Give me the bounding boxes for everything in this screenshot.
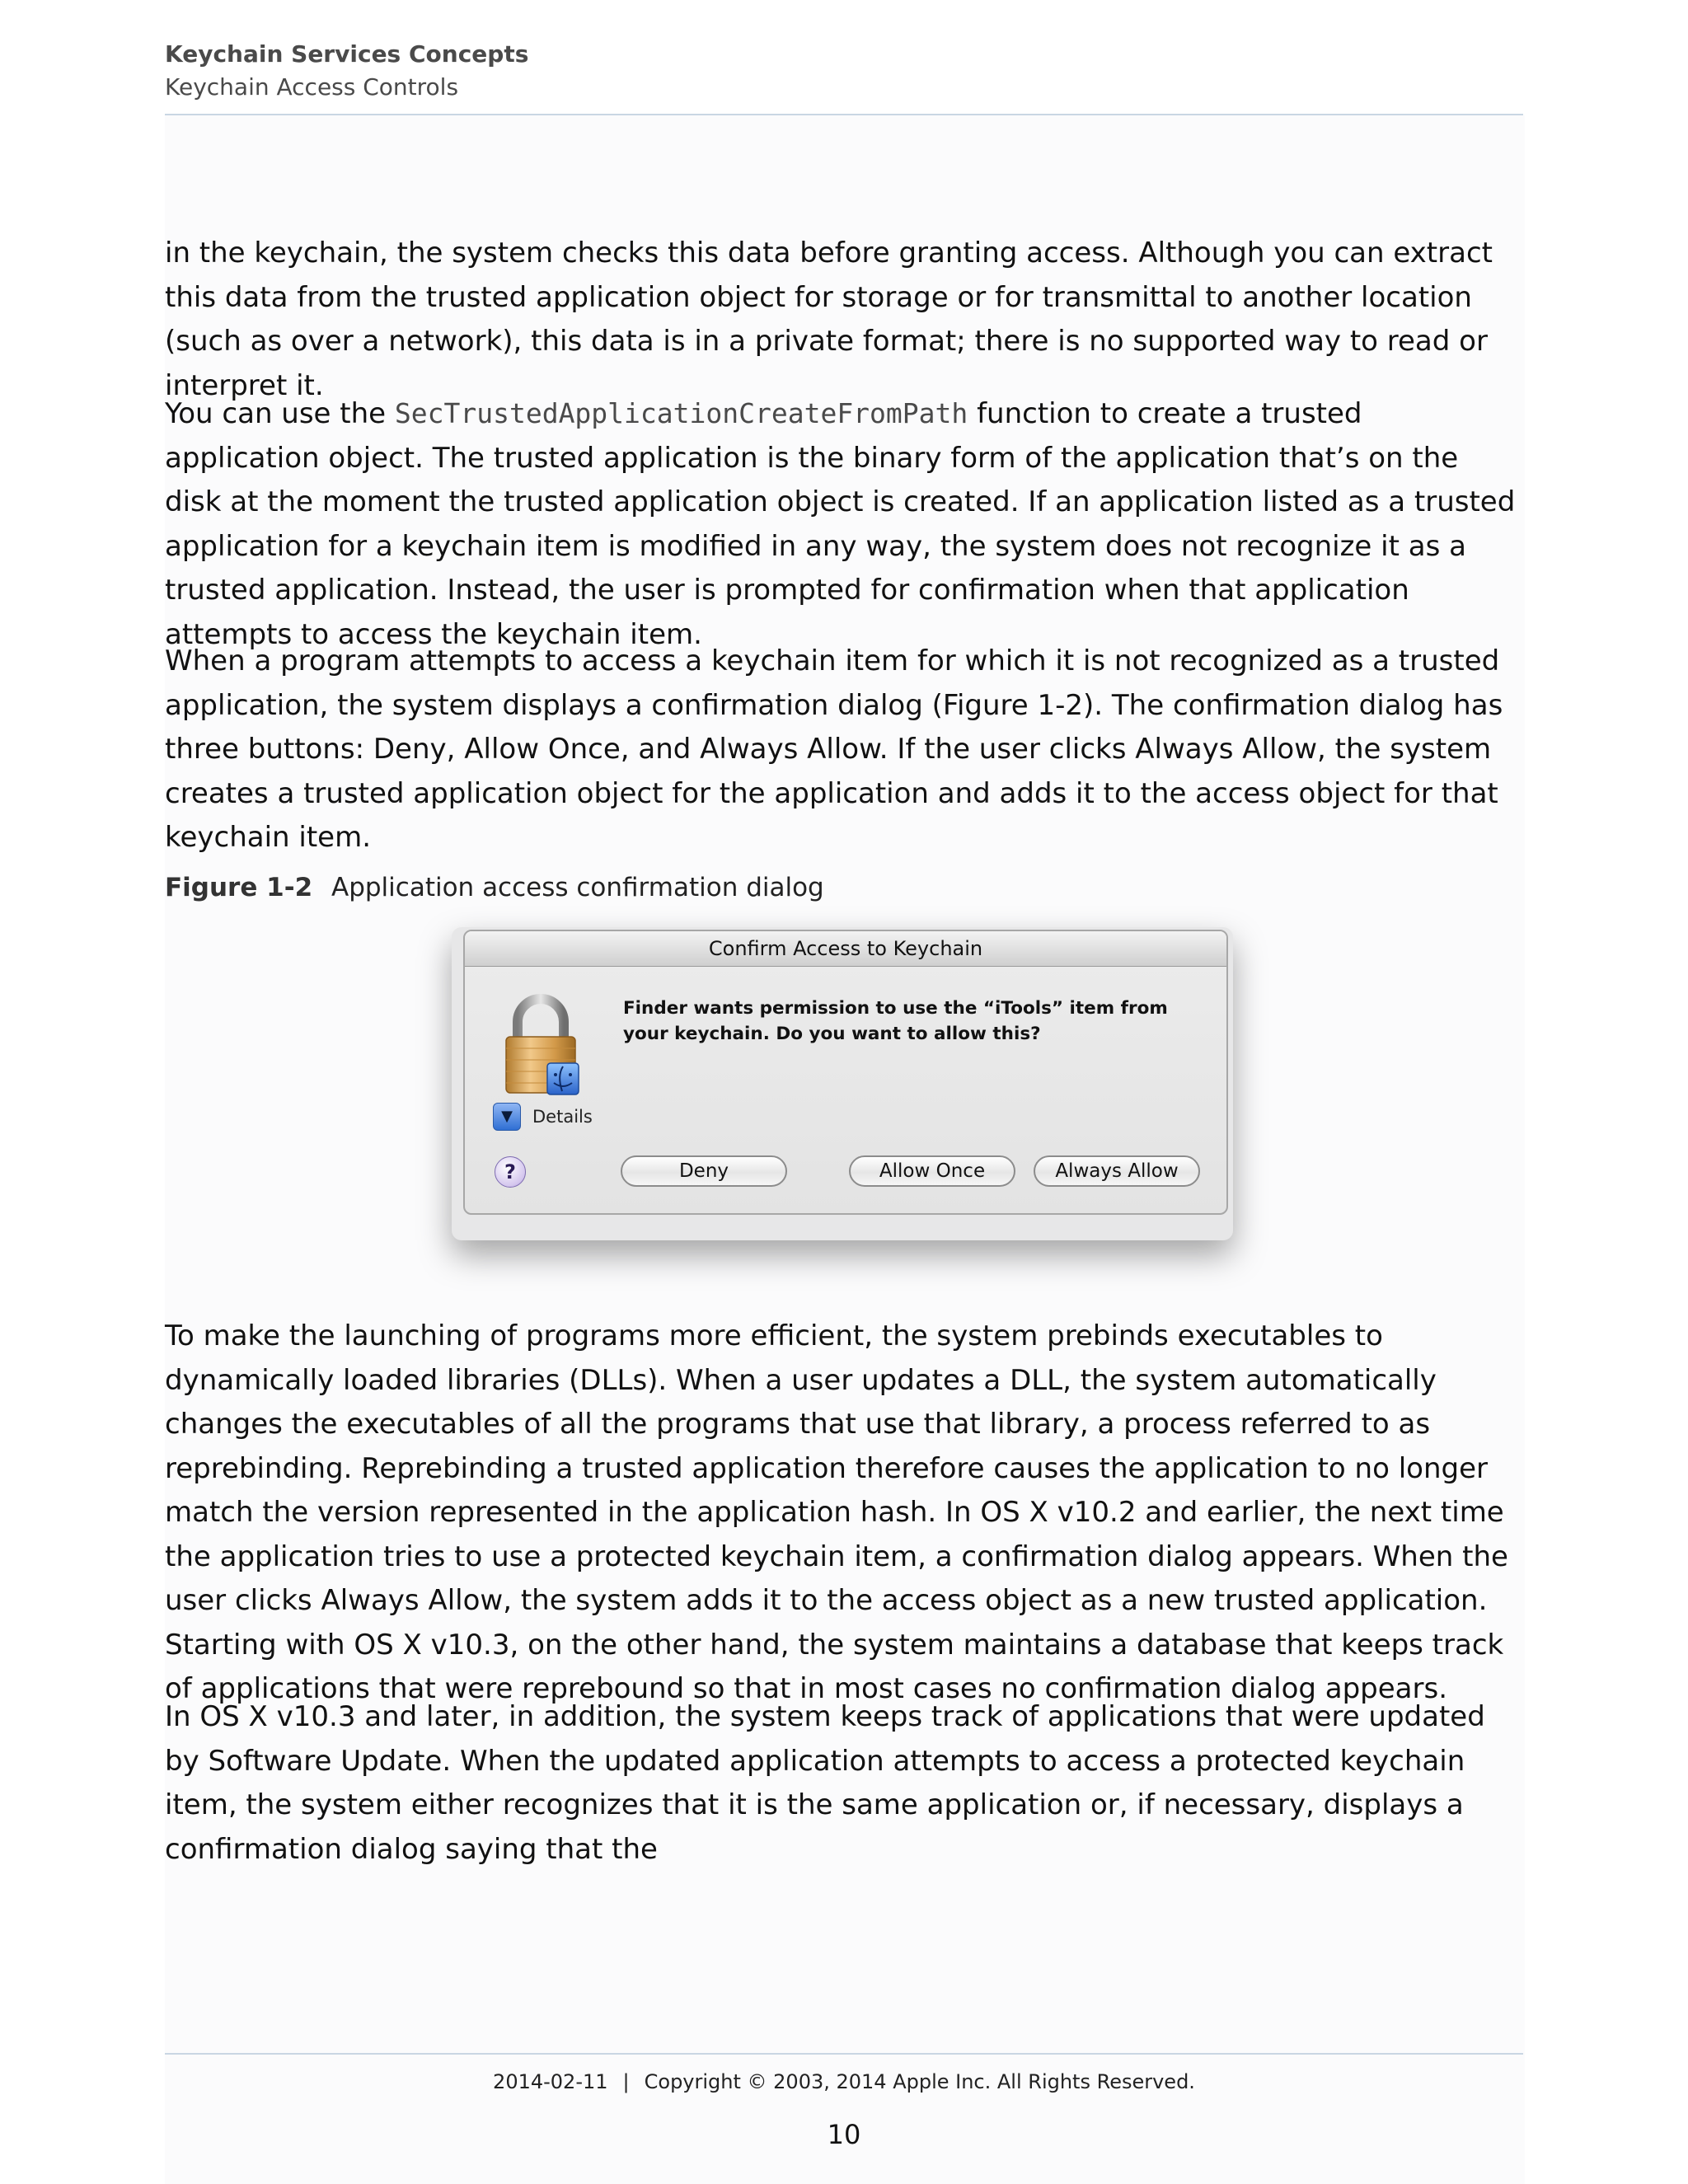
help-button[interactable]: ? — [495, 1156, 526, 1188]
footer-divider — [165, 2053, 1523, 2055]
figure-caption — [165, 869, 824, 906]
dialog-title: Confirm Access to Keychain — [465, 931, 1226, 967]
figure-caption-text: Application access confirmation dialog — [331, 873, 824, 902]
paragraph-prebinding: To make the launching of programs more efficient, the system prebinds executables to dynamically loaded libraries (DLLs). When a user updates a DLL, the system automatically changes the executables of all the programs that use that library, a process referred to as reprebinding. Reprebinding a trusted application therefore causes the application to no longer match the version represented in the application hash. In OS X v10.2 and earlier, the next time the application tries to use a protected keychain item, a confirmation dialog appears. When the user clicks Always Allow, the system adds it to the access object as a new trusted application. Starting with OS X v10.3, on the other hand, the system maintains a database that keeps track of applications that were reprebound so that in most cases no confirmation dialog appears. — [165, 1319, 1508, 1705]
code-function-name: SecTrustedApplicationCreateFromPath — [394, 397, 968, 429]
allow-once-button[interactable]: Allow Once — [849, 1155, 1015, 1187]
details-label[interactable]: Details — [532, 1107, 593, 1127]
paragraph-text: You can use the — [165, 397, 395, 430]
chapter-title: Keychain Services Concepts — [165, 40, 529, 68]
paragraph-software-update: In OS X v10.3 and later, in addition, the system keeps track of applications that were updated by Software Update. When the updated application attempts to access a protected keychain item, the system either recognizes that it is the same application or, if necessary, displays a confirmation dialog saying that the — [165, 1700, 1485, 1866]
footer-copyright: Copyright © 2003, 2014 Apple Inc. All Rights Reserved. — [644, 2070, 1195, 2093]
dialog-message: Finder wants permission to use the “iTools” item from your keychain. Do you want to allow this? — [623, 998, 1168, 1044]
confirm-access-dialog — [463, 930, 1228, 1215]
footer-separator: | — [622, 2070, 630, 2093]
figure-label: Figure 1-2 — [165, 873, 313, 902]
keychain-lock-icon — [499, 991, 582, 1098]
page-footer — [165, 2067, 1523, 2097]
paragraph-text: function to create a trusted application object. The trusted application is the binary form of the application that’s on the disk at the moment the trusted application object is created. If an application listed as a trusted application for a keychain item is modified in any way, the system does not recognize it as a trusted application. Instead, the user is prompted for confirmation when that application attempts to access the keychain item. — [165, 397, 1516, 651]
paragraph-trusted-data: in the keychain, the system checks this data before granting access. Although you can extract this data from the trusted application object for storage or for transmittal to another location (such as over a network), this data is in a private format; there is no supported way to read or interpret it. — [165, 237, 1493, 402]
always-allow-button[interactable]: Always Allow — [1034, 1155, 1200, 1187]
section-title: Keychain Access Controls — [165, 73, 459, 101]
header-divider — [165, 114, 1523, 115]
paragraph-confirmation-dialog: When a program attempts to access a keychain item for which it is not recognized as a trusted application, the system displays a confirmation dialog (Figure 1-2). The confirmation dialog has three buttons: Deny, Allow Once, and Always Allow. If the user clicks Always Allow, the system creates a trusted application object for the application and adds it to the access object for that keychain item. — [165, 644, 1503, 854]
paragraph-create-trusted-app — [165, 391, 1523, 657]
deny-button[interactable]: Deny — [621, 1155, 787, 1187]
details-disclosure-button[interactable]: ▼ — [493, 1103, 521, 1131]
page-header — [165, 38, 1523, 104]
page-number: 10 — [827, 2119, 861, 2150]
footer-date: 2014-02-11 — [493, 2070, 608, 2093]
